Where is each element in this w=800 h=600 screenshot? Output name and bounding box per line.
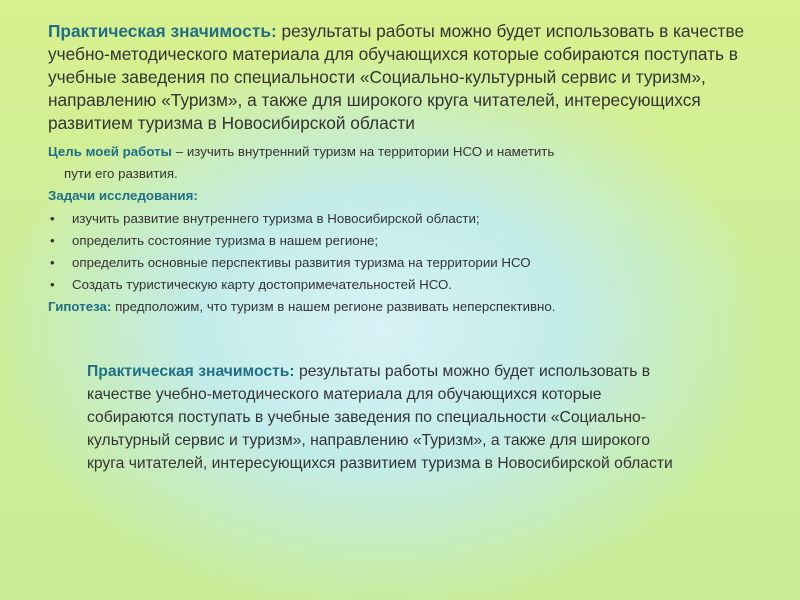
hypothesis-text: предположим, что туризм в нашем регионе развивать неперспективно. (111, 299, 556, 315)
goal-text-continuation: пути его развития. (64, 166, 178, 182)
tasks-heading: Задачи исследования: (48, 188, 198, 204)
task-item: • Создать туристическую карту достопримечательностей НСО. (48, 274, 768, 296)
hypothesis-line (48, 296, 768, 318)
tasks-list (48, 208, 768, 297)
goal-label: Цель моей работы (48, 144, 173, 159)
goal-line (48, 141, 768, 163)
practical-significance-top (48, 20, 768, 135)
research-block (48, 141, 768, 319)
practical-significance-box-label: Практическая значимость: (87, 363, 295, 380)
task-item: • изучить развитие внутреннего туризма в Новосибирской области; (48, 208, 768, 230)
practical-significance-box-text: результаты работы можно будет использовать в качестве учебно-методического материала для обучающихся которые собираются поступать в учебные заведения по специальности «Социально-культурный сервис и туризм», направлению «Туризм», а также для широкого круга читателей, интересующихся развитием туризма в Новосибирской области (87, 363, 673, 472)
hypothesis-label: Гипотеза: (48, 299, 112, 315)
practical-significance-box (87, 360, 677, 475)
practical-significance-top-label: Практическая значимость: (48, 21, 277, 41)
task-item: • определить состояние туризма в нашем регионе; (48, 230, 768, 252)
practical-significance-top-text: результаты работы можно будет использовать в качестве учебно-методического материала для обучающихся которые собираются поступать в учебные заведения по специальности «Социально-культурный сервис и туризм», направлению «Туризм», а также для широкого круга читателей, интересующихся развитием туризма в Новосибирской области (48, 21, 745, 133)
task-item: • определить основные перспективы развития туризма на территории НСО (48, 252, 768, 274)
goal-text: – изучить внутренний туризм на территории НСО и наметить (172, 144, 555, 159)
